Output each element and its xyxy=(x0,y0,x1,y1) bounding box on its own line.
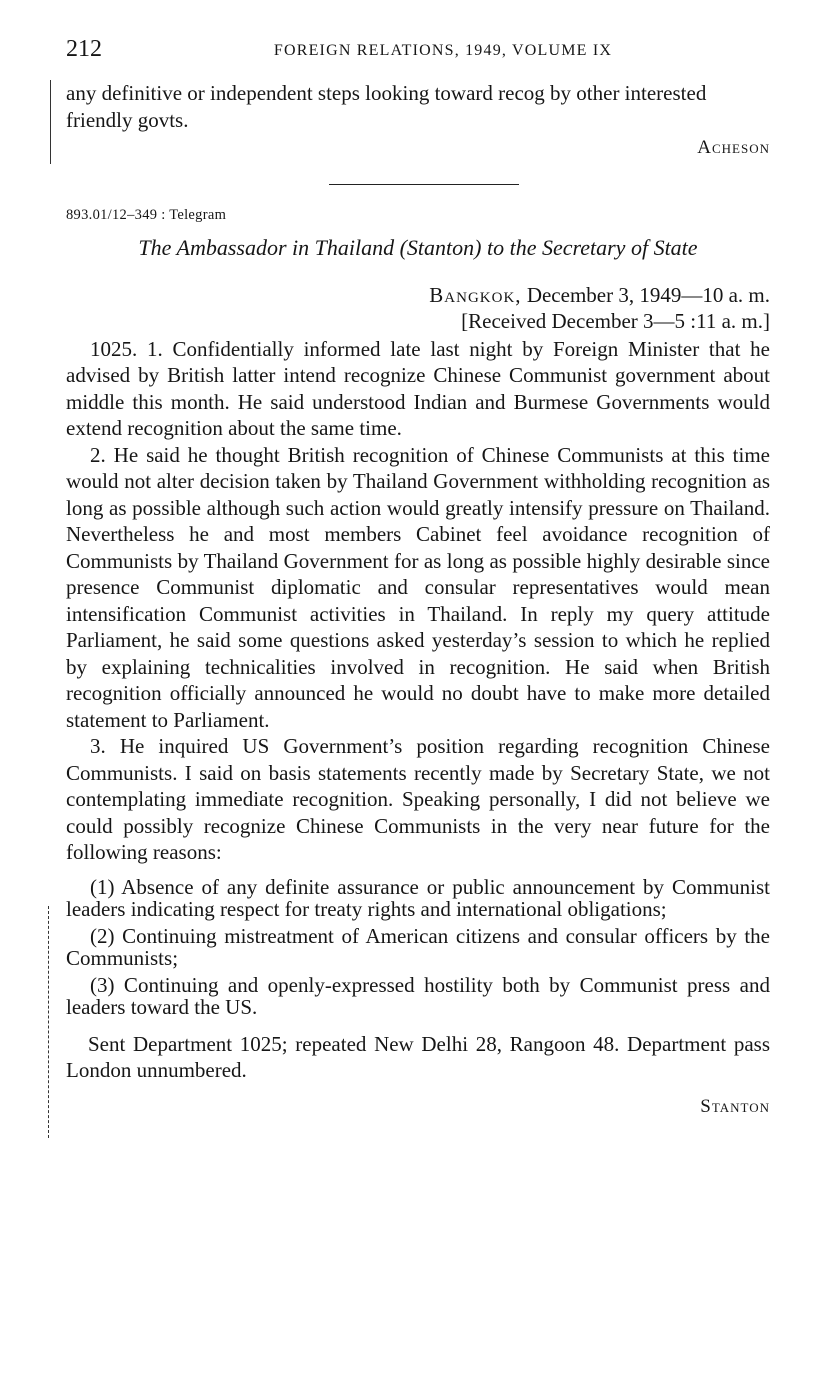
margin-bracket-lower xyxy=(48,906,49,1138)
document-title: The Ambassador in Thailand (Stanton) to the Secretary of State xyxy=(138,234,698,260)
received-line: [Received December 3—5 :11 a. m.] xyxy=(461,308,770,333)
reason-item: (1) Absence of any definite assurance or public announcement by Communist leaders indicating respect for treaty rights and international obligations; xyxy=(66,874,770,921)
dateline-place: Bangkok, xyxy=(429,282,522,307)
paragraph-1: 1025. 1. Confidentially informed late last night by Foreign Minister that he advised by British latter intend recognize Chinese Communist government about middle this month. He said understood Indian and Burmese Governments would extend recognition about the same time. xyxy=(66,336,770,440)
reason-item: (2) Continuing mistreatment of American citizens and consular officers by the Communists; xyxy=(66,923,770,970)
page-number: 212 xyxy=(66,36,102,62)
page xyxy=(66,30,770,1120)
signature: Stanton xyxy=(700,1095,770,1117)
page-header xyxy=(66,30,770,66)
margin-bracket-top xyxy=(50,80,51,164)
running-head: FOREIGN RELATIONS, 1949, VOLUME IX xyxy=(273,42,613,59)
previous-signature: Acheson xyxy=(697,137,770,158)
paragraph-2: 2. He said he thought British recognition of Chinese Communists at this time would not alter decision taken by Thailand Government withholding recognition as long as possible although such action would greatly intensify pressure on Thailand. Nevertheless he and most members Cabinet feel avoidance recognition of Communists by Thailand Government for as long as possible highly desirable since presence Communist diplomatic and consular representatives would mean intensification Communist activities in Thailand. In reply my query attitude Parliament, he said some questions asked yesterday’s session to which he replied by explaining technicalities involved in recognition. He said when British recognition officially announced he would no doubt have to make more detailed statement to Parliament. xyxy=(66,442,770,732)
section-divider xyxy=(329,184,519,185)
reason-item: (3) Continuing and openly-expressed hostility both by Communist press and leaders toward the US. xyxy=(66,972,770,1019)
paragraph-3: 3. He inquired US Government’s position regarding recognition Chinese Communists. I said on basis statements recently made by Secretary State, we not contemplating immediate recognition. Speaking personally, I did not believe we could possibly recognize Chinese Communists in the very near future for the following reasons: xyxy=(66,734,770,864)
file-reference: 893.01/12–349 : Telegram xyxy=(66,206,227,223)
dateline xyxy=(66,282,770,308)
sent-line: Sent Department 1025; repeated New Delhi 28, Rangoon 48. Department pass London unnumbered. xyxy=(66,1031,770,1082)
previous-document-text: any definitive or independent steps looking toward recog by other interested friendly govts. xyxy=(66,81,707,132)
dateline-date: December 3, 1949—10 a. m. xyxy=(521,282,770,307)
reasons-list xyxy=(66,876,770,1019)
